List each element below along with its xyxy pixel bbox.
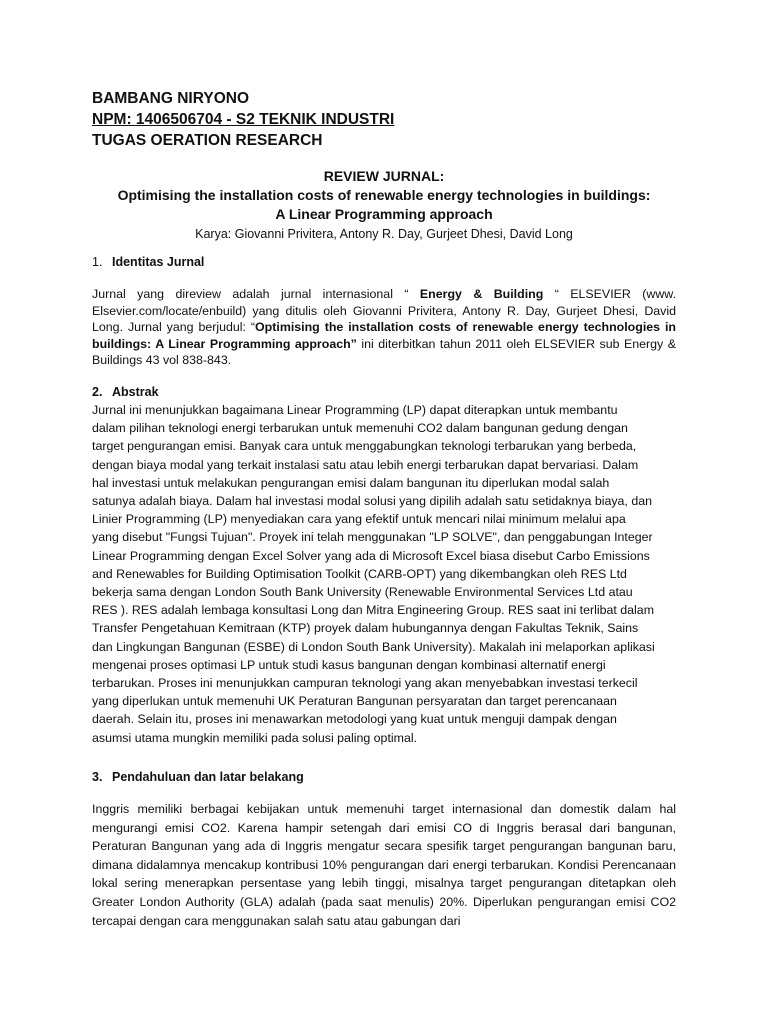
abstract-line: RES ). RES adalah lembaga konsultasi Long dan Mitra Engineering Group. RES saat ini terlibat dalam (92, 603, 655, 618)
journal-title-line-1: Optimising the installation costs of renewable energy technologies in buildings: (117, 187, 651, 203)
section-heading (92, 768, 676, 786)
document-header (92, 88, 394, 151)
section-title: Identitas Jurnal (112, 255, 205, 269)
journal-title-bold: Optimising the installation costs of renewable energy technologies in buildings: A Linear Programming approach” (92, 320, 676, 351)
review-title-block (92, 167, 676, 243)
section-number: 1. (92, 255, 103, 269)
abstract-line: dengan biaya modal yang terkait instalasi satu atau lebih energi terbarukan dapat bervariasi. Dalam (92, 457, 639, 472)
abstract-line: Transfer Pengetahuan Kemitraan (KTP) proyek dalam hubungannya dengan Fakultas Teknik, Sains (92, 621, 639, 636)
assignment-title: TUGAS OERATION RESEARCH (92, 132, 323, 149)
section-number: 2. (92, 385, 103, 399)
section-title: Pendahuluan dan latar belakang (112, 770, 304, 784)
abstract-paragraph (92, 401, 676, 747)
abstract-line: and Renewables for Building Optimisation Toolkit (CARB-OPT) yang dikembangkan oleh RES Ltd (92, 566, 627, 581)
abstract-line: bekerja sama dengan London South Bank University (Renewable Environmental Services Ltd atau (92, 585, 633, 600)
section-heading (92, 383, 676, 401)
section-title: Abstrak (112, 385, 159, 399)
journal-title-line-2: A Linear Programming approach (275, 206, 493, 222)
abstract-line: Jurnal ini menunjukkan bagaimana Linear Programming (LP) dapat diterapkan untuk membantu (92, 403, 618, 417)
section-number: 3. (92, 770, 103, 784)
section-pendahuluan (92, 768, 676, 930)
paragraph-text: Jurnal yang direview adalah jurnal internasional “ (92, 287, 420, 301)
abstract-line: satunya adalah biaya. Dalam hal investasi modal solusi yang dipilih adalah satu setidaknya biaya, dan (92, 494, 652, 509)
abstract-line: daerah. Selain itu, proses ini menawarkan metodologi yang kuat untuk menguji dampak dengan (92, 712, 617, 727)
abstract-line: mengenai proses optimasi LP untuk studi kasus bangunan dengan kombinasi alternatif energi (92, 657, 606, 672)
review-label: REVIEW JURNAL: (323, 168, 445, 184)
author-name: BAMBANG NIRYONO (92, 90, 250, 107)
abstract-line: dalam pilihan teknologi energi terbarukan untuk memenuhi CO2 dalam bangunan gedung dengan (92, 421, 628, 436)
section-abstrak (92, 383, 676, 747)
student-id: NPM: 1406506704 - S2 TEKNIK INDUSTRI (92, 111, 395, 128)
abstract-line: Linier Programming (LP) menyediakan cara yang efektif untuk mencari nilai minimum melalui apa (92, 512, 626, 527)
abstract-line: yang diperlukan untuk memenuhi UK Peraturan Bangunan persyaratan dan target perencanaan (92, 694, 617, 709)
journal-authors: Karya: Giovanni Privitera, Antony R. Day, Gurjeet Dhesi, David Long (195, 227, 573, 241)
abstract-line: asumsi utama mungkin memiliki pada solusi paling optimal. (92, 730, 418, 745)
introduction-paragraph: Inggris memiliki berbagai kebijakan untuk memenuhi target internasional dan domestik dalam hal mengurangi emisi CO2. Karena hampir setengah dari emisi CO di Inggris berasal dari bangunan, Peraturan Bangunan yang ada di Inggris mengatur secara spesifik target pengurangan bangunan baru, dimana didalamnya mencakup kontribusi 10% pengurangan dari energi terbarukan. Kondisi Perencanaan lokal sering menerapkan persentase yang lebih tinggi, misalnya target pengurangan ditetapkan oleh Greater London Authority (GLA) adalah (pada saat menulis) 20%. Diperlukan pengurangan emisi CO2 tercapai dengan cara menggunakan salah satu atau gabungan dari (92, 802, 676, 928)
abstract-line: dan Lingkungan Bangunan (ESBE) di London South Bank University). Makalah ini melaporkan aplikasi (92, 639, 655, 654)
abstract-line: Linear Programming dengan Excel Solver yang ada di Microsoft Excel biasa disebut Carbo Emissions (92, 548, 650, 563)
section-paragraph (92, 286, 676, 369)
section-heading (92, 253, 676, 271)
abstract-line: hal investasi untuk melakukan pengurangan emisi dalam bangunan itu diperlukan modal salah (92, 475, 610, 490)
section-identitas (92, 253, 676, 369)
journal-name: Energy & Building (419, 287, 544, 301)
abstract-line: terbarukan. Proses ini menunjukkan campuran teknologi yang akan menyebabkan investasi terkecil (92, 676, 638, 691)
abstract-line: target pengurangan emisi. Banyak cara untuk menggabungkan teknologi terbarukan yang berbeda, (92, 439, 637, 454)
paragraph-text: “ ELSEVIER (www. Elsevier.com/locate/enbuild) yang ditulis oleh Giovanni Privitera, Antony R. Day, Gurjeet Dhesi, David Long. Jurnal yang berjudul: “ (92, 287, 677, 334)
paragraph-text: ini diterbitkan tahun 2011 oleh ELSEVIER sub Energy & Buildings 43 vol 838-843. (92, 336, 677, 367)
abstract-line: yang disebut "Fungsi Tujuan". Proyek ini telah menggunakan "LP SOLVE", dan penggabungan Integer (92, 530, 653, 545)
